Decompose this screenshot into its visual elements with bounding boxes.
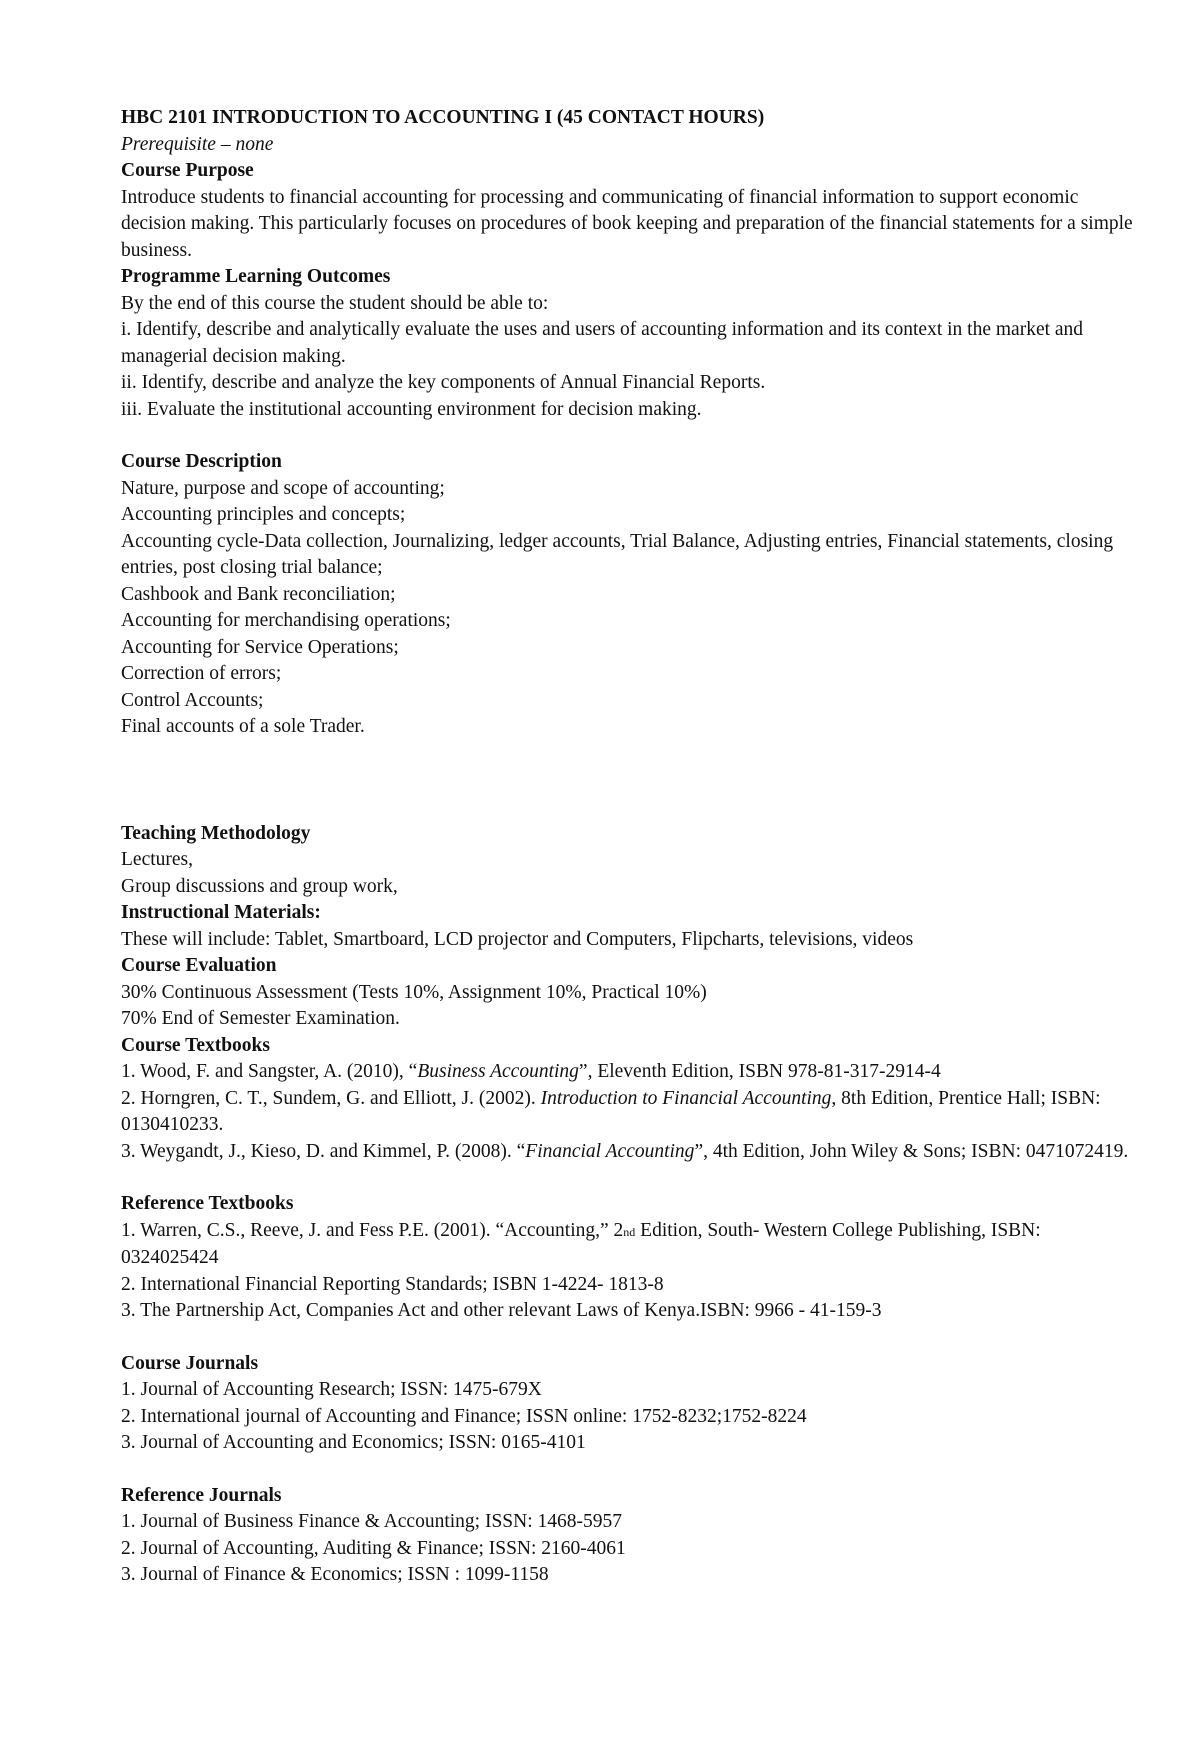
journal-item: 1. Journal of Accounting Research; ISSN: 1475-679X xyxy=(121,1379,542,1400)
description-item: Accounting for merchandising operations; xyxy=(121,610,451,631)
reference-journal-item: 3. Journal of Finance & Economics; ISSN : 1099-1158 xyxy=(121,1564,549,1585)
spacer xyxy=(121,741,1141,821)
reference-citation: 1. Warren, C.S., Reeve, J. and Fess P.E. (2001). “Accounting,” 2 xyxy=(121,1219,624,1241)
textbook-title: Introduction to Financial Accounting xyxy=(540,1087,832,1109)
methodology-heading: Teaching Methodology xyxy=(121,822,311,844)
textbooks-heading: Course Textbooks xyxy=(121,1034,270,1056)
outcomes-intro: By the end of this course the student should be able to: xyxy=(121,292,549,314)
reference-textbook-item: 2. International Financial Reporting Standards; ISBN 1-4224- 1813-8 xyxy=(121,1273,664,1295)
textbook-title: Business Accounting xyxy=(417,1061,579,1082)
reference-journal-item: 1. Journal of Business Finance & Accounting; ISSN: 1468-5957 xyxy=(121,1511,623,1532)
description-item: Accounting for Service Operations; xyxy=(121,636,399,658)
purpose-heading: Course Purpose xyxy=(121,160,254,181)
reference-textbook-item: 3. The Partnership Act, Companies Act and other relevant Laws of Kenya.ISBN: 9966 - 41-159-3 xyxy=(121,1300,882,1321)
materials-text: These will include: Tablet, Smartboard, LCD projector and Computers, Flipcharts, televisions, videos xyxy=(121,928,914,950)
reference-citation: Edition, South- Western College Publishing, ISBN: 0324025424 xyxy=(121,1219,1041,1268)
outcome-item: ii. Identify, describe and analyze the key components of Annual Financial Reports. xyxy=(121,372,766,393)
description-item: Nature, purpose and scope of accounting; xyxy=(121,477,445,499)
course-document xyxy=(121,105,1141,1589)
textbook-citation: , 8th Edition, Prentice Hall; ISBN: 0130410233. xyxy=(121,1087,1101,1135)
textbook-citation: 1. Wood, F. and Sangster, A. (2010), “ xyxy=(121,1061,418,1082)
textbook-citation: 3. Weygandt, J., Kieso, D. and Kimmel, P. (2008). “ xyxy=(121,1140,526,1162)
methodology-item: Lectures, xyxy=(121,849,194,870)
evaluation-item: 70% End of Semester Examination. xyxy=(121,1008,400,1029)
description-item: Accounting cycle-Data collection, Journalizing, ledger accounts, Trial Balance, Adjusting entries, Financial statements, closing entries, post closing trial balance; xyxy=(121,530,1114,578)
outcomes-heading: Programme Learning Outcomes xyxy=(121,266,391,287)
description-item: Final accounts of a sole Trader. xyxy=(121,716,365,737)
description-item: Accounting principles and concepts; xyxy=(121,504,406,525)
purpose-text: Introduce students to financial accounting for processing and communicating of financial information to support economic decision making. This particularly focuses on procedures of book keeping and preparation of the financial statements for a simple business. xyxy=(121,186,1133,261)
description-item: Cashbook and Bank reconciliation; xyxy=(121,583,396,605)
ordinal-suffix: nd xyxy=(623,1224,636,1239)
spacer xyxy=(121,1325,1141,1351)
outcome-item: i. Identify, describe and analytically evaluate the uses and users of accounting information and its context in the market and managerial decision making. xyxy=(121,319,1084,367)
evaluation-item: 30% Continuous Assessment (Tests 10%, Assignment 10%, Practical 10%) xyxy=(121,981,707,1003)
description-item: Correction of errors; xyxy=(121,663,282,684)
prerequisite: Prerequisite – none xyxy=(121,133,274,155)
textbook-title: Financial Accounting xyxy=(525,1140,695,1162)
reference-journal-item: 2. Journal of Accounting, Auditing & Finance; ISSN: 2160-4061 xyxy=(121,1537,626,1559)
methodology-item: Group discussions and group work, xyxy=(121,875,398,897)
reference-textbooks-heading: Reference Textbooks xyxy=(121,1193,294,1214)
description-item: Control Accounts; xyxy=(121,689,264,711)
textbook-citation: ”, 4th Edition, John Wiley & Sons; ISBN: 0471072419. xyxy=(694,1140,1129,1162)
reference-textbook-item xyxy=(121,1218,1141,1272)
textbook-item xyxy=(121,1086,1141,1139)
materials-heading: Instructional Materials: xyxy=(121,902,321,923)
spacer xyxy=(121,1165,1141,1191)
spacer xyxy=(121,1457,1141,1483)
description-heading: Course Description xyxy=(121,451,282,472)
textbook-citation: 2. Horngren, C. T., Sundem, G. and Elliott, J. (2002). xyxy=(121,1087,541,1109)
outcome-item: iii. Evaluate the institutional accounting environment for decision making. xyxy=(121,398,702,420)
evaluation-heading: Course Evaluation xyxy=(121,955,277,976)
journal-item: 2. International journal of Accounting and Finance; ISSN online: 1752-8232;1752-8224 xyxy=(121,1405,807,1427)
course-title: HBC 2101 INTRODUCTION TO ACCOUNTING I (45 CONTACT HOURS) xyxy=(121,107,765,128)
spacer xyxy=(121,423,1141,449)
journals-heading: Course Journals xyxy=(121,1352,259,1374)
textbook-item xyxy=(121,1059,1141,1086)
textbook-item xyxy=(121,1139,1141,1166)
reference-journals-heading: Reference Journals xyxy=(121,1484,282,1506)
textbook-citation: ”, Eleventh Edition, ISBN 978-81-317-2914-4 xyxy=(578,1061,941,1082)
journal-item: 3. Journal of Accounting and Economics; ISSN: 0165-4101 xyxy=(121,1432,586,1453)
